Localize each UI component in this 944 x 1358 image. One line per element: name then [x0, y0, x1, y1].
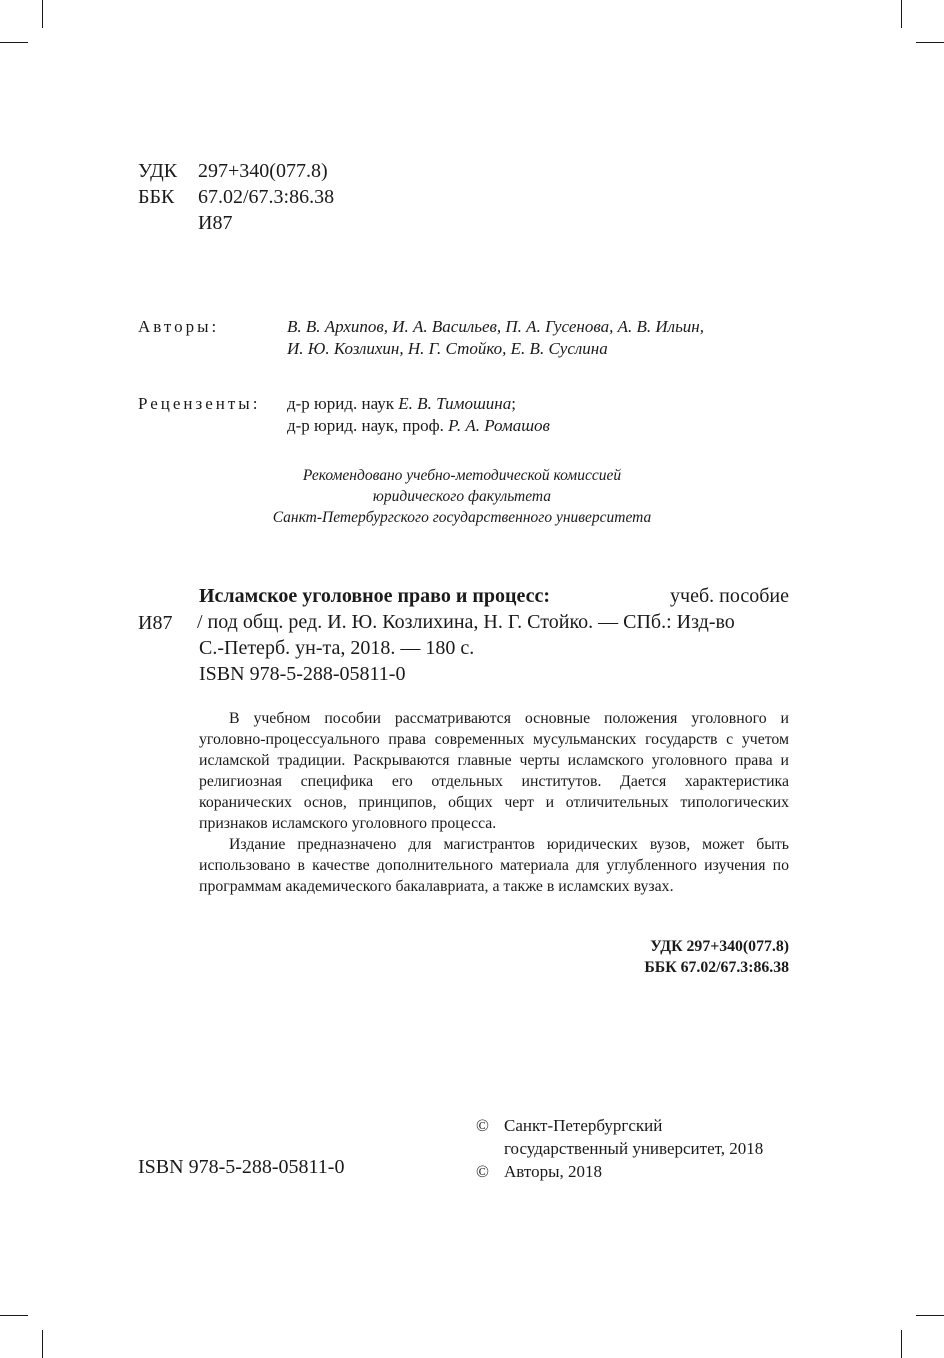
- bibliographic-mark: И87: [138, 612, 173, 634]
- authors-list: [287, 316, 797, 360]
- crop-mark: [916, 1315, 944, 1316]
- author-mark: И87: [198, 212, 233, 234]
- book-type: учеб. пособие: [670, 585, 789, 607]
- recommendation-line: юридического факультета: [372, 488, 552, 505]
- reviewer-degree: д-р юрид. наук: [287, 394, 395, 413]
- copyright-authors: [476, 1160, 796, 1183]
- crop-mark: [901, 1330, 902, 1358]
- author-mark-row: [138, 210, 334, 236]
- annotation-index: [500, 936, 789, 978]
- book-title: Исламское уголовное право и процесс:: [199, 585, 551, 607]
- udk-row: [138, 158, 334, 184]
- crop-mark: [42, 1330, 43, 1358]
- reviewer-separator: ;: [511, 394, 516, 413]
- annotation-paragraph: Издание предназначено для магистрантов юридических вузов, может быть использовано в качестве дополнительного материала для углубленного изучения по программам академического бакалавриата, а также в исламских вузах.: [199, 836, 789, 895]
- reviewer-name: Р. А. Ромашов: [448, 416, 550, 435]
- reviewer-degree: д-р юрид. наук, проф.: [287, 416, 444, 435]
- copyright-holder-line: государственный университет, 2018: [504, 1139, 764, 1158]
- copyright-university: [476, 1114, 796, 1160]
- recommendation-line: Санкт-Петербургского государственного университета: [272, 509, 652, 526]
- classification-block: [138, 158, 334, 236]
- reviewer-2: [287, 415, 797, 437]
- recommendation-line: Рекомендовано учебно-методической комиссией: [302, 467, 622, 484]
- annotation-udk: УДК 297+340(077.8): [650, 938, 789, 955]
- bbk-value: 67.02/67.3:86.38: [198, 186, 335, 208]
- reviewers-list: [287, 393, 797, 437]
- bbk-label: ББК: [138, 186, 175, 208]
- copyright-holder-line: Санкт-Петербургский: [504, 1116, 663, 1135]
- bbk-row: [138, 184, 334, 210]
- authors-line: В. В. Архипов, И. А. Васильев, П. А. Гусенова, А. В. Ильин,: [287, 317, 704, 336]
- annotation-paragraph: В учебном пособии рассматриваются основные положения уголовного и уголовно-процессуального права современных мусульманских государств с учетом исламской традиции. Раскрываются главные черты исламского уголовного права и религиозная специфика его отдельных институтов. Дается характеристика коранических основ, принципов, общих черт и отличительных типологических признаков исламского уголовного процесса.: [199, 710, 789, 832]
- bibliography-line: / под общ. ред. И. Ю. Козлихина, Н. Г. Стойко. — СПб.: Изд-во: [197, 611, 735, 633]
- reviewers-label: Рецензенты:: [138, 394, 261, 413]
- reviewer-1: [287, 393, 797, 415]
- udk-label: УДК: [138, 160, 178, 182]
- udk-value: 297+340(077.8): [198, 160, 328, 182]
- copyright-holder: Авторы, 2018: [504, 1162, 603, 1181]
- copyright-block: [476, 1114, 796, 1183]
- bibliographic-description: [199, 583, 789, 687]
- crop-mark: [901, 0, 902, 28]
- crop-mark: [42, 0, 43, 28]
- copyright-holder: [504, 1114, 763, 1160]
- reviewer-name: Е. В. Тимошина: [398, 394, 512, 413]
- crop-mark: [0, 42, 28, 43]
- copyright-symbol: ©: [476, 1162, 489, 1181]
- annotation-bbk: ББК 67.02/67.3:86.38: [644, 959, 789, 976]
- crop-mark: [916, 42, 944, 43]
- copyright-symbol: ©: [476, 1116, 489, 1135]
- authors-line: И. Ю. Козлихин, Н. Г. Стойко, Е. В. Суслина: [287, 339, 608, 358]
- bibliography-title-line: [199, 583, 789, 609]
- crop-mark: [0, 1315, 28, 1316]
- authors-label: Авторы:: [138, 317, 220, 336]
- bibliography-line: С.-Петерб. ун-та, 2018. — 180 с.: [199, 637, 475, 659]
- annotation-block: [199, 708, 789, 897]
- bibliography-isbn: ISBN 978-5-288-05811-0: [199, 663, 406, 685]
- recommendation-block: [188, 465, 736, 528]
- footer-isbn: ISBN 978-5-288-05811-0: [138, 1156, 345, 1178]
